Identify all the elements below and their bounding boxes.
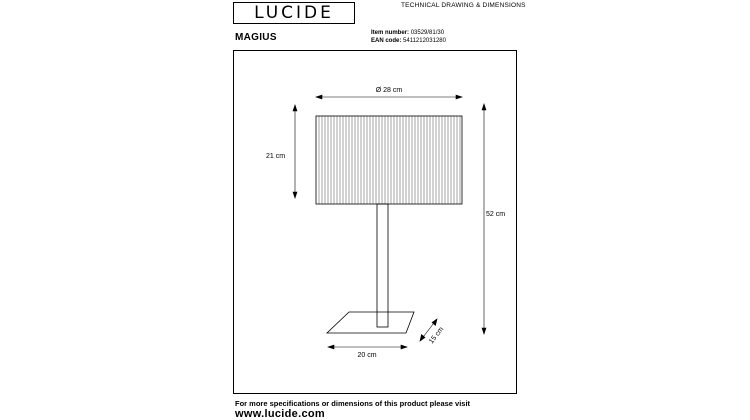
brand-logo-text: LUCIDE — [254, 3, 334, 23]
lamp-shade — [316, 116, 462, 204]
ean-value: 5411212031280 — [403, 38, 446, 44]
shade-height-label: 21 cm — [266, 153, 286, 160]
ean-label: EAN code: — [371, 38, 402, 44]
section-title: TECHNICAL DRAWING & DIMENSIONS — [401, 2, 526, 9]
lamp-base — [327, 312, 414, 333]
footer-website-link[interactable]: www.lucide.com — [235, 408, 325, 420]
total-height-label: 52 cm — [486, 211, 506, 218]
shade-height-arrow-top — [293, 105, 297, 111]
total-height-arrow-top — [482, 104, 486, 110]
footer-info-text: For more specifications or dimensions of this product please visit — [235, 399, 471, 408]
shade-height-arrow-bottom — [293, 192, 297, 198]
item-number-value: 03529/81/30 — [410, 30, 445, 36]
diameter-arrow-left — [316, 95, 322, 99]
shade-diameter-label: Ø 28 cm — [375, 87, 403, 94]
base-width-label: 20 cm — [357, 352, 377, 359]
base-width-arrow-left — [328, 345, 334, 349]
total-height-arrow-bottom — [482, 328, 486, 334]
base-depth-label: 15 cm — [428, 325, 446, 346]
base-width-arrow-right — [401, 345, 407, 349]
shade-pleats — [319, 116, 460, 204]
shade-outline — [316, 116, 462, 204]
diameter-arrow-right — [456, 95, 462, 99]
lamp-stem — [377, 204, 388, 327]
product-name: MAGIUS — [235, 32, 277, 43]
item-number-label: Item number: — [371, 30, 410, 36]
